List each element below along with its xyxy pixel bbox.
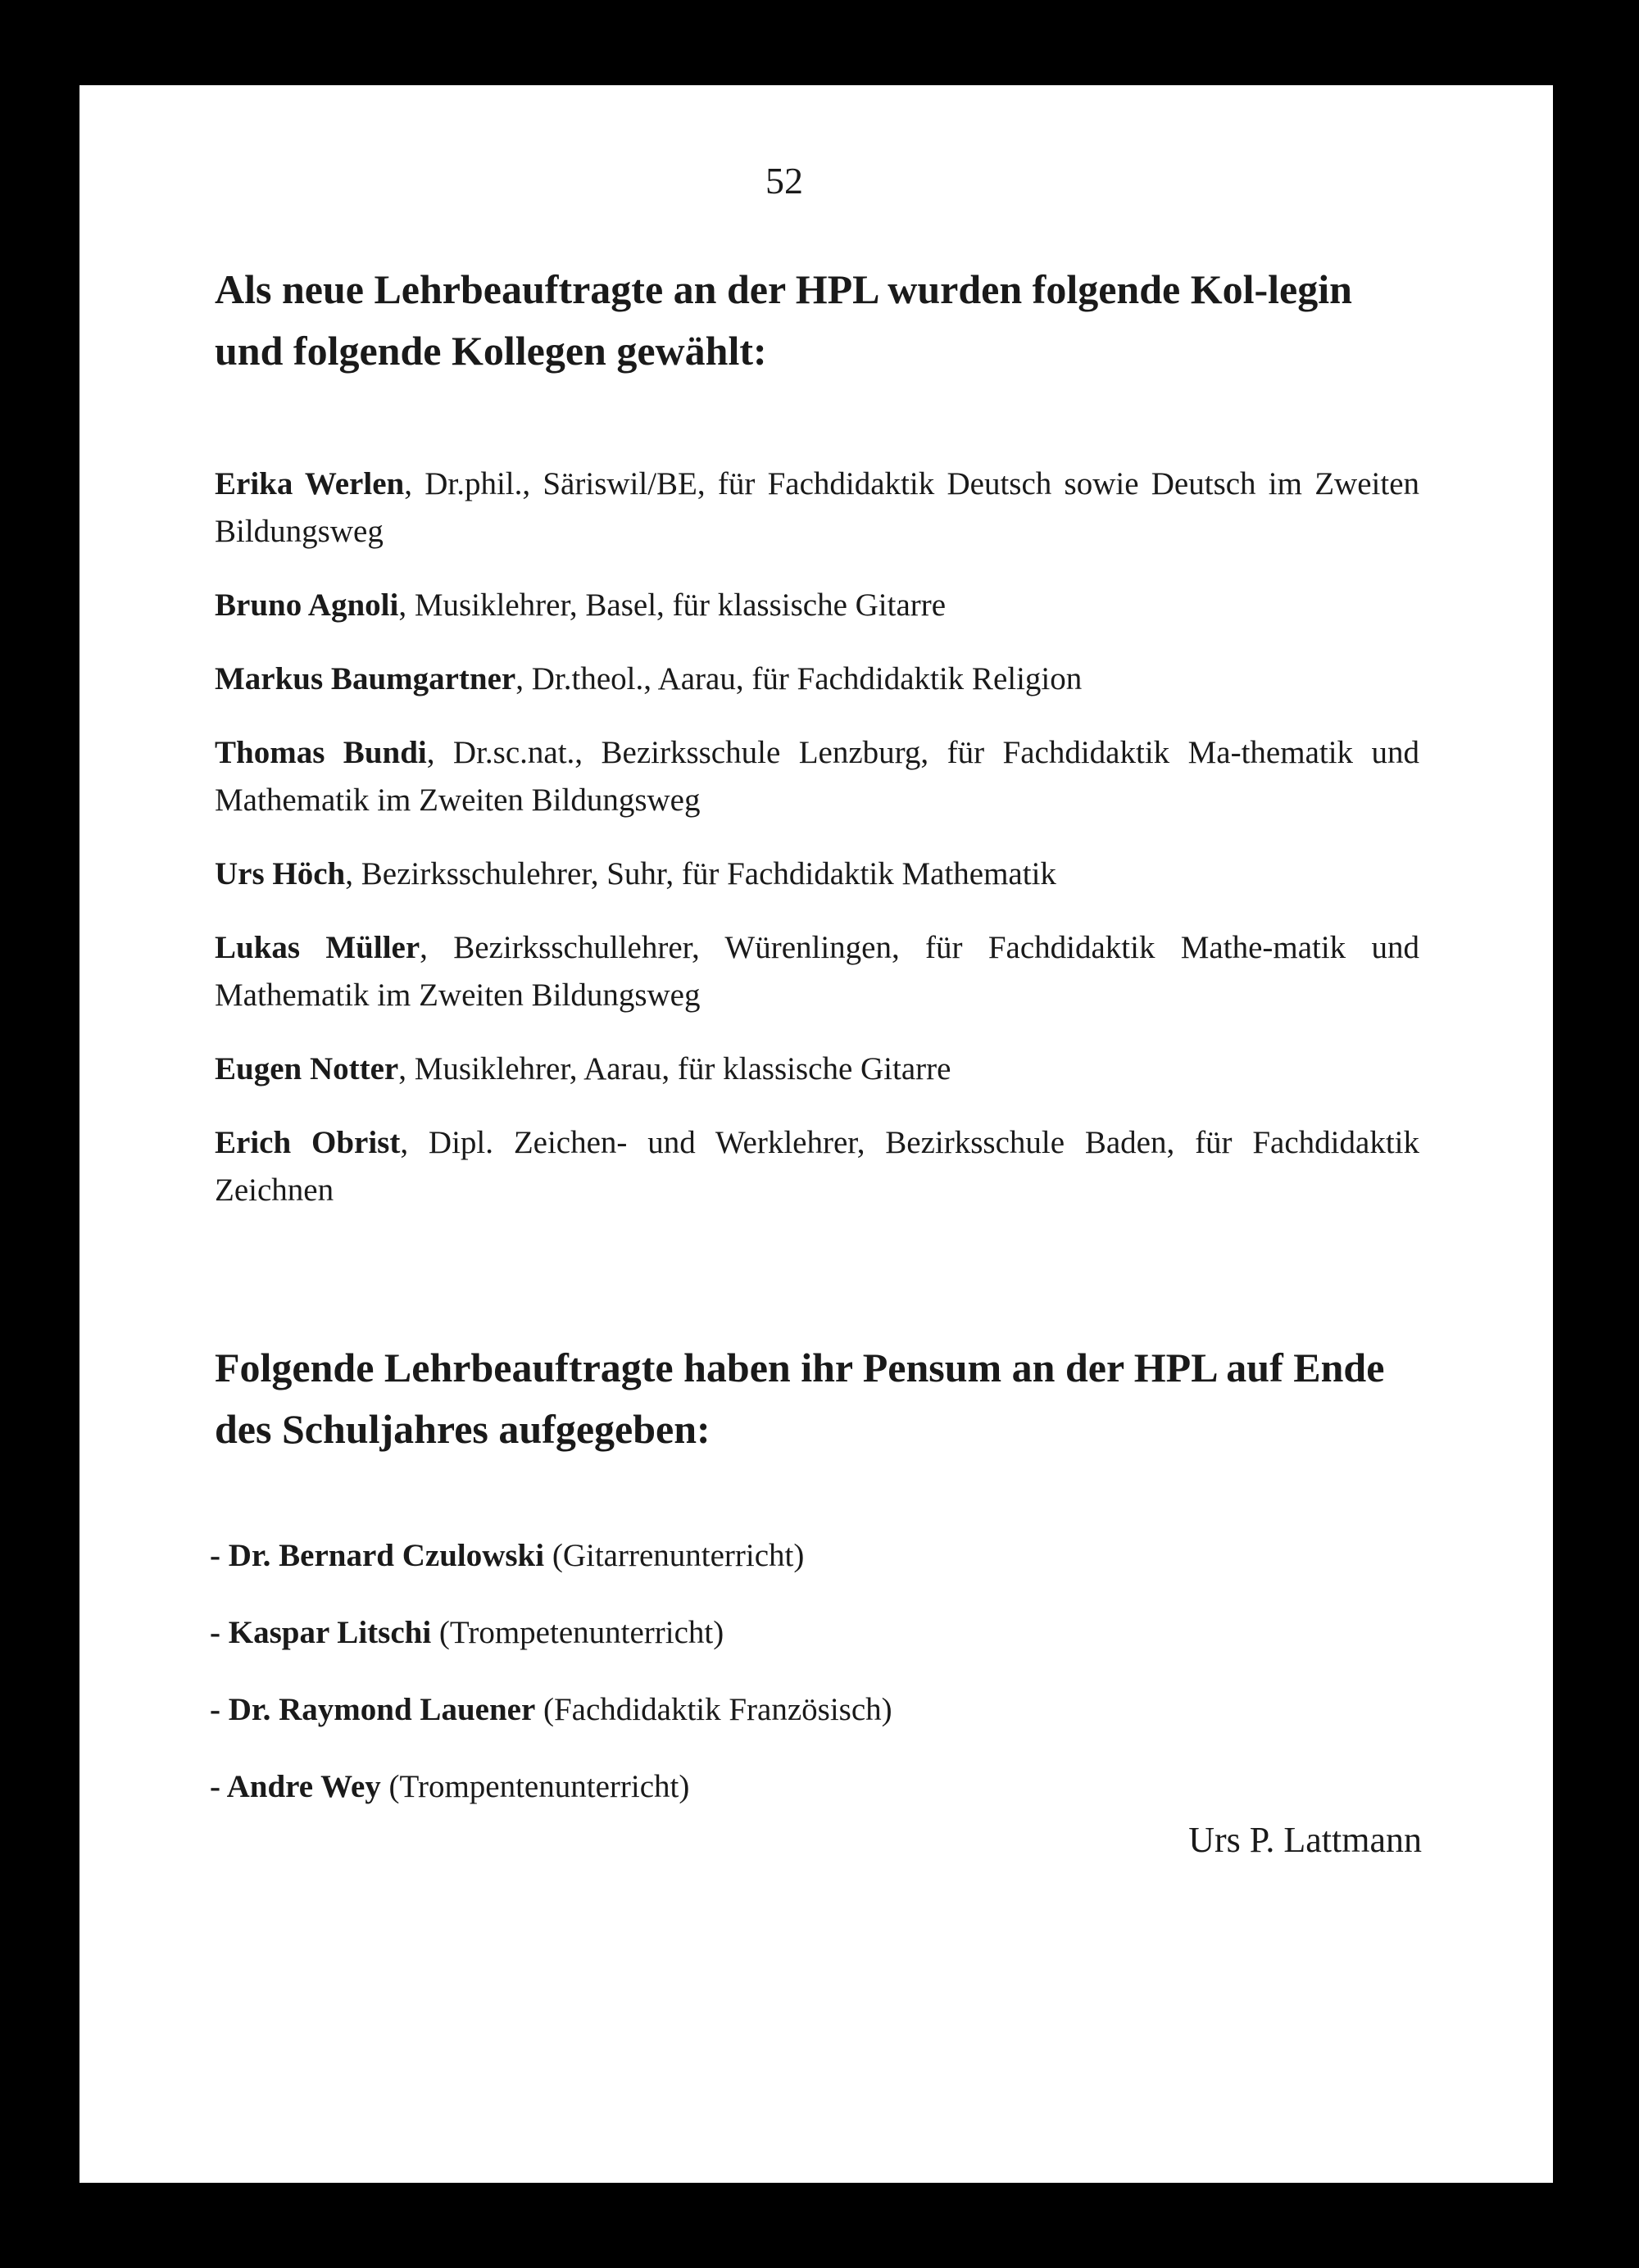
lecturer-entry: [215, 1046, 1419, 1093]
departure-name: Dr. Raymond Lauener: [228, 1692, 536, 1727]
signature: Urs P. Lattmann: [1188, 1820, 1422, 1860]
departure-entry: [210, 1690, 1419, 1730]
departure-details: (Trompentenunterricht): [380, 1769, 690, 1804]
departure-entry: [210, 1535, 1419, 1576]
lecturer-details: , Musiklehrer, Basel, für klassische Gitarre: [398, 587, 947, 623]
lecturer-name: Markus Baumgartner: [215, 661, 516, 696]
new-lecturers-list: [215, 460, 1419, 1214]
departure-prefix: -: [210, 1538, 229, 1573]
page-content: [210, 259, 1419, 1844]
page-number: 52: [765, 160, 803, 202]
departure-prefix: -: [210, 1769, 227, 1804]
lecturer-details: , Dr.phil., Säriswil/BE, für Fachdidaktik Deutsch sowie Deutsch im Zweiten Bildungsweg: [215, 466, 1419, 549]
lecturer-details: , Dr.sc.nat., Bezirksschule Lenzburg, für Fachdidaktik Ma-thematik und Mathematik im Zweiten Bildungsweg: [215, 735, 1419, 818]
lecturer-details: , Dr.theol., Aarau, für Fachdidaktik Religion: [515, 661, 1083, 696]
departure-prefix: -: [210, 1615, 229, 1650]
lecturer-entry: [215, 850, 1419, 898]
lecturer-entry: [215, 729, 1419, 824]
departure-name: Dr. Bernard Czulowski: [228, 1538, 545, 1573]
departure-name: Kaspar Litschi: [228, 1615, 432, 1650]
new-lecturers-heading: Als neue Lehrbeauftragte an der HPL wurden folgende Kol-legin und folgende Kollegen gewählt:: [215, 266, 1352, 374]
departure-details: (Trompetenunterricht): [431, 1615, 724, 1650]
departure-details: (Gitarrenunterricht): [544, 1538, 805, 1573]
lecturer-entry: [215, 924, 1419, 1019]
departure-prefix: -: [210, 1692, 229, 1727]
lecturer-entry: [215, 460, 1419, 556]
lecturer-details: , Bezirksschullehrer, Würenlingen, für Fachdidaktik Mathe-matik und Mathematik im Zweiten Bildungsweg: [215, 930, 1419, 1013]
lecturer-details: , Dipl. Zeichen- und Werklehrer, Bezirksschule Baden, für Fachdidaktik Zeichnen: [215, 1125, 1419, 1208]
lecturer-name: Eugen Notter: [215, 1051, 399, 1086]
departure-entry: [210, 1767, 1419, 1808]
lecturer-name: Erika Werlen: [215, 466, 405, 501]
lecturer-entry: [215, 655, 1419, 703]
departed-lecturers-list: [210, 1535, 1419, 1808]
departure-details: (Fachdidaktik Französisch): [535, 1692, 892, 1727]
departure-name: Andre Wey: [226, 1769, 381, 1804]
departed-lecturers-heading: Folgende Lehrbeauftragte haben ihr Pensum an der HPL auf Ende des Schuljahres aufgegeben:: [215, 1345, 1385, 1452]
lecturer-name: Thomas Bundi: [215, 735, 427, 770]
lecturer-details: , Musiklehrer, Aarau, für klassische Gitarre: [398, 1051, 951, 1086]
lecturer-name: Bruno Agnoli: [215, 587, 399, 623]
lecturer-name: Urs Höch: [215, 856, 346, 891]
lecturer-entry: [215, 1119, 1419, 1214]
lecturer-details: , Bezirksschulehrer, Suhr, für Fachdidaktik Mathematik: [345, 856, 1056, 891]
document-page: [79, 85, 1553, 2183]
lecturer-entry: [215, 582, 1419, 629]
lecturer-name: Erich Obrist: [215, 1125, 401, 1160]
departure-entry: [210, 1613, 1419, 1653]
lecturer-name: Lukas Müller: [215, 930, 420, 965]
